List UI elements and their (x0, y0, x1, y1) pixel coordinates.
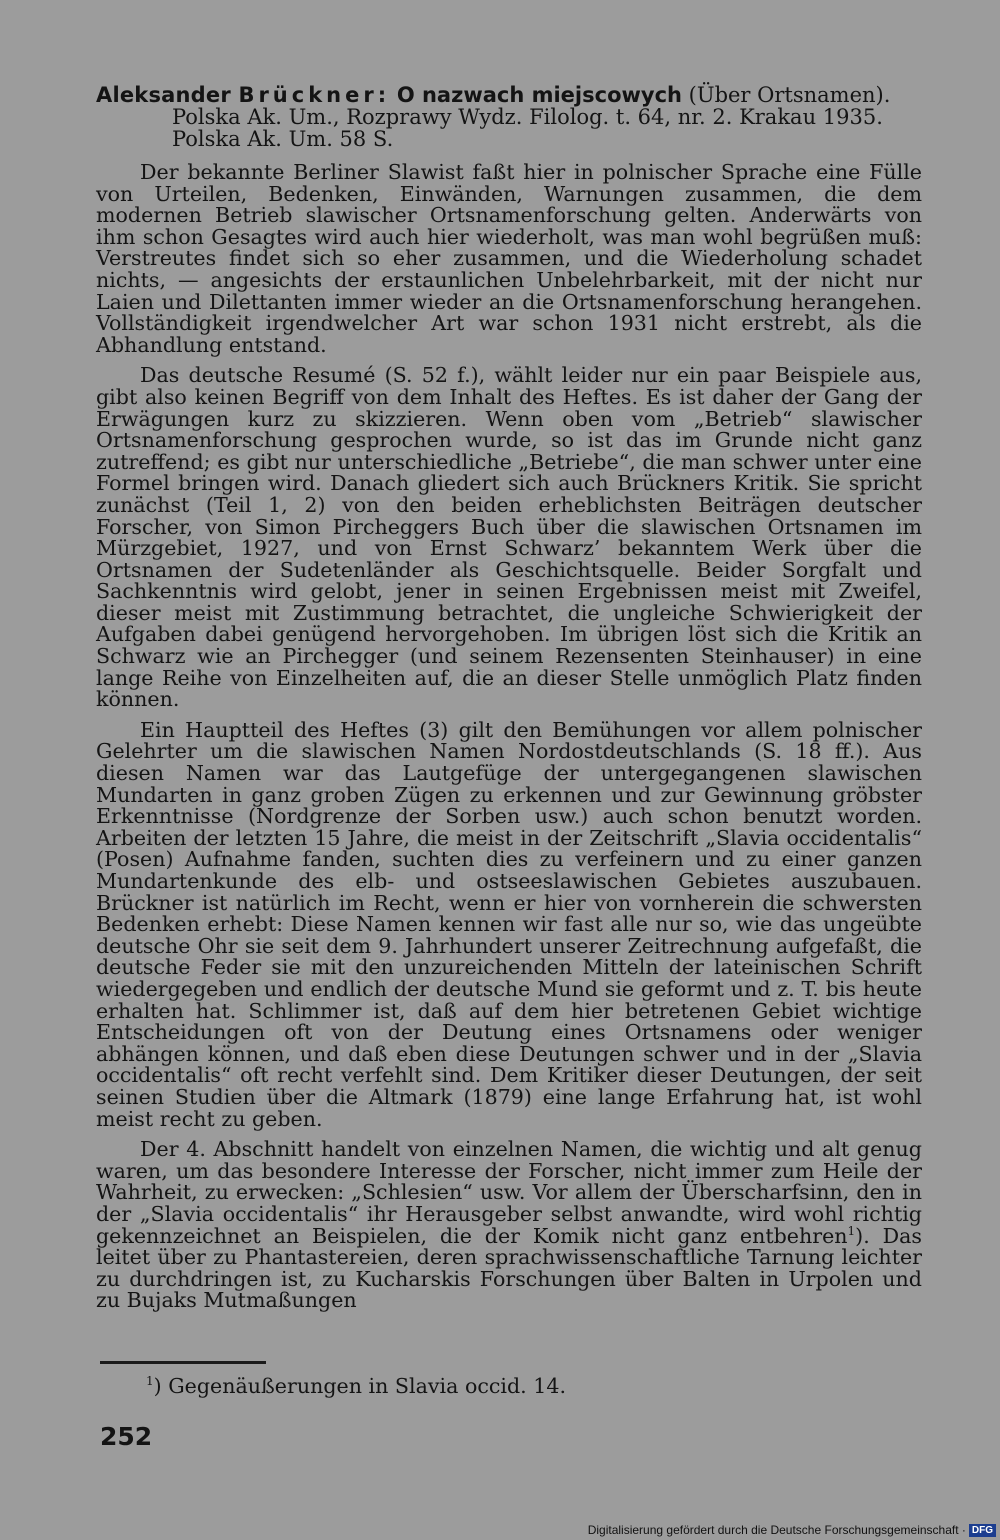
paragraph-text: Der 4. Abschnitt handelt von einzelnen Namen, die wichtig und alt genug waren, um das besondere Interesse der Forscher, nicht immer zum Heile der Wahrheit, zu erwecken: „Schlesien“ usw. Vor allem der Überscharfsinn, den in der „Slavia occidentalis“ ihr Herausgeber selbst anwandte, wird wohl richtig gekennzeichnet an Beispielen, die der Komik nicht ganz entbehren (96, 1137, 922, 1248)
author-name (96, 83, 390, 107)
credit-text: Digitalisierung gefördert durch die Deutsche Forschungsgemeinschaft · (587, 1523, 966, 1537)
footnote (146, 1375, 566, 1397)
polish-title: O nazwach miejscowych (396, 83, 682, 107)
footnote-reference[interactable]: 1 (847, 1223, 856, 1238)
digitization-credit (588, 1523, 996, 1537)
footnote-text: ) Gegenäußerungen in Slavia occid. 14. (153, 1374, 567, 1398)
german-title: (Über Ortsnamen). (688, 83, 891, 107)
footnote-mark: 1 (146, 1374, 154, 1389)
author-first-name: Aleksander (96, 83, 231, 107)
publication-line-2: Polska Ak. Um. 58 S. (172, 127, 394, 151)
paragraph-text: ). Das leitet über zu Phantastereien, deren sprachwissenschaftliche Tarnung leichter zu durchdringen ist, zu Kucharskis Forschungen über Balten in Urpolen und zu Bujaks Mutmaßungen (96, 1223, 922, 1313)
footnote-divider (100, 1361, 266, 1364)
author-last-name: Brückner: (238, 83, 391, 107)
paragraph-last (96, 1139, 922, 1312)
publication-line-1: Polska Ak. Um., Rozprawy Wydz. Filolog. t. 64, nr. 2. Krakau 1935. (172, 105, 883, 129)
page-body (96, 84, 922, 1312)
dfg-logo-icon: DFG (969, 1524, 996, 1537)
review-heading (96, 84, 922, 150)
page-number: 252 (100, 1422, 153, 1451)
paragraph: Ein Hauptteil des Heftes (3) gilt den Bemühungen vor allem polnischer Gelehrter um die slawischen Namen Nordostdeutschlands (S. 18 ff.). Aus diesen Namen war das Lautgefüge der untergegangenen slawischen Mundarten in ganz groben Zügen zu erkennen und zur Gewinnung gröbster Erkenntnisse (Nordgrenze der Sorben usw.) auch schon benutzt worden. Arbeiten der letzten 15 Jahre, die meist in der Zeitschrift „Slavia occidentalis“ (Posen) Aufnahme fanden, suchten dies zu verfeinern und zu einer ganzen Mundartenkunde des elb- und ostseeslawischen Gebietes auszubauen. Brückner ist natürlich im Recht, wenn er hier von vornherein die schwersten Bedenken erhebt: Diese Namen kennen wir fast alle nur so, wie das ungeübte deutsche Ohr sie seit dem 9. Jahrhundert unserer Zeitrechnung aufgefaßt, die deutsche Feder sie mit den unzureichenden Mitteln der lateinischen Schrift wiedergegeben und endlich der deutsche Mund sie geformt und z. T. bis heute erhalten hat. Schlimmer ist, daß auf dem hier betretenen Gebiet wichtige Entscheidungen oft von der Deutung eines Ortsnamens oder weniger abhängen können, und daß eben diese Deutungen schwer und in der „Slavia occidentalis“ oft recht verfehlt sind. Dem Kritiker dieser Deutungen, der seit seinen Studien über die Altmark (1879) eine lange Erfahrung hat, ist wohl meist recht zu geben. (96, 717, 922, 1131)
paragraph: Das deutsche Resumé (S. 52 f.), wählt leider nur ein paar Beispiele aus, gibt also keinen Begriff von dem Inhalt des Heftes. Es ist daher der Gang der Erwägungen kurz zu skizzieren. Wenn oben vom „Betrieb“ slawischer Ortsnamenforschung gesprochen wurde, so ist das im Grunde nicht ganz zutreffend; es gibt nur unterschiedliche „Betriebe“, die man schwer unter eine Formel bringen wird. Danach gliedert sich auch Brückners Kritik. Sie spricht zunächst (Teil 1, 2) von den beiden erheblichsten Beiträgen deutscher Forscher, von Simon Pircheggers Buch über die slawischen Ortsnamen im Mürzgebiet, 1927, und von Ernst Schwarz’ bekanntem Werk über die Ortsnamen der Sudetenländer als Geschichtsquelle. Beider Sorgfalt und Sachkenntnis wird gelobt, jener in seinen Ergebnissen meist mit Zweifel, dieser meist mit Zustimmung betrachtet, die ungleiche Schwierigkeit der Aufgaben dabei genügend hervorgehoben. Im übrigen löst sich die Kritik an Schwarz wie an Pirchegger (und seinem Rezensenten Steinhauser) in eine lange Reihe von Einzelheiten auf, die an dieser Stelle unmöglich Platz finden können. (96, 363, 922, 712)
paragraph: Der bekannte Berliner Slawist faßt hier in polnischer Sprache eine Fülle von Urteilen, Bedenken, Einwänden, Warnungen zusammen, die dem modernen Betrieb slawischer Ortsnamenforschung gelten. Anderwärts von ihm schon Gesagtes wird auch hier wiederholt, was man wohl begrüßen muß: Verstreutes findet sich so eher zusammen, und die Wiederholung schadet nichts, — angesichts der erstaunlichen Unbelehrbarkeit, mit der nicht nur Laien und Dilettanten immer wieder an die Ortsnamenforschung herangehen. Vollständigkeit irgendwelcher Art war schon 1931 nicht erstrebt, als die Abhandlung entstand. (96, 160, 922, 357)
